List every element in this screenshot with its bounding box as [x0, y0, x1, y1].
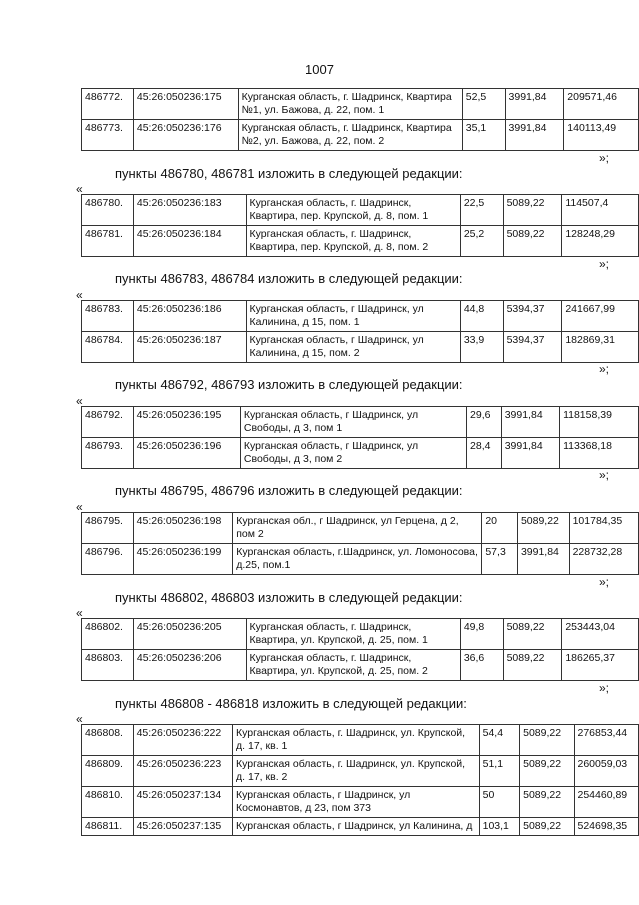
table-row — [82, 301, 639, 332]
rate-cell: 5089,22 — [517, 513, 569, 544]
value-cell: 276853,44 — [574, 725, 639, 756]
table-row — [82, 619, 639, 650]
cadastral-number-cell: 45:26:050236:198 — [133, 513, 233, 544]
registry-table — [81, 512, 639, 575]
closing-quote: »; — [598, 151, 609, 165]
area-cell: 25,2 — [460, 226, 503, 257]
address-cell: Курганская обл., г Шадринск, ул Герцена, д 2, пом 2 — [233, 513, 482, 544]
registry-table — [81, 618, 639, 681]
address-cell: Курганская область, г. Шадринск, Квартира, ул. Крупской, д. 25, пом. 1 — [246, 619, 460, 650]
item-number-cell: 486773. — [82, 120, 134, 151]
table-row — [82, 725, 639, 756]
value-cell: 101784,35 — [569, 513, 638, 544]
cadastral-number-cell: 45:26:050237:134 — [133, 787, 232, 818]
table-row — [82, 756, 639, 787]
registry-table — [81, 724, 639, 836]
closing-quote: »; — [598, 575, 609, 589]
cadastral-number-cell: 45:26:050236:222 — [133, 725, 232, 756]
area-cell: 33,9 — [460, 332, 503, 363]
value-cell: 260059,03 — [574, 756, 639, 787]
cadastral-number-cell: 45:26:050236:196 — [133, 438, 240, 469]
value-cell: 118158,39 — [560, 407, 639, 438]
area-cell: 51,1 — [479, 756, 520, 787]
rate-cell: 5089,22 — [520, 725, 574, 756]
item-number-cell: 486808. — [82, 725, 134, 756]
value-cell: 182869,31 — [562, 332, 639, 363]
item-number-cell: 486796. — [82, 544, 134, 575]
address-cell: Курганская область, г. Шадринск, Квартира, пер. Крупской, д. 8, пом. 2 — [246, 226, 460, 257]
address-cell: Курганская область, г Шадринск, ул Космонавтов, д 23, пом 373 — [233, 787, 480, 818]
item-number-cell: 486802. — [82, 619, 134, 650]
item-number-cell: 486780. — [82, 195, 134, 226]
item-number-cell: 486783. — [82, 301, 134, 332]
table-row — [82, 787, 639, 818]
item-number-cell: 486810. — [82, 787, 134, 818]
rate-cell: 5089,22 — [503, 195, 562, 226]
registry-table — [81, 300, 639, 363]
rate-cell: 3991,84 — [505, 89, 564, 120]
opening-quote: « — [76, 712, 83, 726]
closing-quote: »; — [598, 468, 609, 482]
item-number-cell: 486803. — [82, 650, 134, 681]
section-intro: пункты 486783, 486784 изложить в следующей редакции: — [115, 271, 463, 286]
address-cell: Курганская область, г. Шадринск, ул. Крупской, д. 17, кв. 1 — [233, 725, 480, 756]
table-row — [82, 818, 639, 836]
address-cell: Курганская область, г. Шадринск, Квартира, пер. Крупской, д. 8, пом. 1 — [246, 195, 460, 226]
item-number-cell: 486811. — [82, 818, 134, 836]
item-number-cell: 486793. — [82, 438, 134, 469]
value-cell: 186265,37 — [562, 650, 639, 681]
area-cell: 52,5 — [462, 89, 505, 120]
table-row — [82, 195, 639, 226]
item-number-cell: 486809. — [82, 756, 134, 787]
value-cell: 209571,46 — [564, 89, 639, 120]
table-row — [82, 544, 639, 575]
cadastral-number-cell: 45:26:050236:187 — [133, 332, 246, 363]
rate-cell: 3991,84 — [501, 407, 559, 438]
cadastral-number-cell: 45:26:050236:206 — [133, 650, 246, 681]
table-row — [82, 513, 639, 544]
area-cell: 35,1 — [462, 120, 505, 151]
address-cell: Курганская область, г.Шадринск, ул. Ломоносова, д.25, пом.1 — [233, 544, 482, 575]
area-cell: 57,3 — [482, 544, 518, 575]
rate-cell: 5394,37 — [503, 332, 562, 363]
area-cell: 49,8 — [460, 619, 503, 650]
closing-quote: »; — [598, 257, 609, 271]
table-row — [82, 332, 639, 363]
area-cell: 44,8 — [460, 301, 503, 332]
address-cell: Курганская область, г. Шадринск, Квартира, ул. Крупской, д. 25, пом. 2 — [246, 650, 460, 681]
item-number-cell: 486792. — [82, 407, 134, 438]
address-cell: Курганская область, г Шадринск, ул Свободы, д 3, пом 2 — [240, 438, 466, 469]
opening-quote: « — [76, 394, 83, 408]
area-cell: 103,1 — [479, 818, 520, 836]
cadastral-number-cell: 45:26:050236:199 — [133, 544, 233, 575]
opening-quote: « — [76, 606, 83, 620]
cadastral-number-cell: 45:26:050236:184 — [133, 226, 246, 257]
registry-table — [81, 194, 639, 257]
section-intro: пункты 486795, 486796 изложить в следующей редакции: — [115, 483, 463, 498]
address-cell: Курганская область, г. Шадринск, Квартира №1, ул. Бажова, д. 22, пом. 1 — [238, 89, 462, 120]
table-row — [82, 407, 639, 438]
table-row — [82, 226, 639, 257]
closing-quote: »; — [598, 681, 609, 695]
rate-cell: 5089,22 — [503, 226, 562, 257]
value-cell: 253443,04 — [562, 619, 639, 650]
cadastral-number-cell: 45:26:050236:223 — [133, 756, 232, 787]
section-intro: пункты 486792, 486793 изложить в следующей редакции: — [115, 377, 463, 392]
address-cell: Курганская область, г Шадринск, ул Свободы, д 3, пом 1 — [240, 407, 466, 438]
rate-cell: 5089,22 — [503, 650, 562, 681]
area-cell: 20 — [482, 513, 518, 544]
opening-quote: « — [76, 500, 83, 514]
value-cell: 241667,99 — [562, 301, 639, 332]
area-cell: 29,6 — [467, 407, 502, 438]
cadastral-number-cell: 45:26:050236:183 — [133, 195, 246, 226]
table-row — [82, 120, 639, 151]
registry-table — [81, 88, 639, 151]
address-cell: Курганская область, г Шадринск, ул Калинина, д 15, пом. 1 — [246, 301, 460, 332]
area-cell: 22,5 — [460, 195, 503, 226]
table-row — [82, 89, 639, 120]
area-cell: 54,4 — [479, 725, 520, 756]
value-cell: 140113,49 — [564, 120, 639, 151]
area-cell: 28,4 — [467, 438, 502, 469]
rate-cell: 5394,37 — [503, 301, 562, 332]
rate-cell: 3991,84 — [517, 544, 569, 575]
value-cell: 524698,35 — [574, 818, 639, 836]
rate-cell: 5089,22 — [520, 787, 574, 818]
closing-quote: »; — [598, 362, 609, 376]
cadastral-number-cell: 45:26:050236:186 — [133, 301, 246, 332]
address-cell: Курганская область, г Шадринск, ул Калинина, д — [233, 818, 480, 836]
table-row — [82, 650, 639, 681]
rate-cell: 3991,84 — [501, 438, 559, 469]
address-cell: Курганская область, г Шадринск, ул Калинина, д 15, пом. 2 — [246, 332, 460, 363]
value-cell: 254460,89 — [574, 787, 639, 818]
section-intro: пункты 486780, 486781 изложить в следующей редакции: — [115, 166, 463, 181]
cadastral-number-cell: 45:26:050236:176 — [133, 120, 238, 151]
address-cell: Курганская область, г. Шадринск, Квартира №2, ул. Бажова, д. 22, пом. 2 — [238, 120, 462, 151]
opening-quote: « — [76, 288, 83, 302]
address-cell: Курганская область, г. Шадринск, ул. Крупской, д. 17, кв. 2 — [233, 756, 480, 787]
rate-cell: 5089,22 — [503, 619, 562, 650]
value-cell: 114507,4 — [562, 195, 639, 226]
rate-cell: 5089,22 — [520, 818, 574, 836]
rate-cell: 3991,84 — [505, 120, 564, 151]
value-cell: 113368,18 — [560, 438, 639, 469]
value-cell: 128248,29 — [562, 226, 639, 257]
item-number-cell: 486772. — [82, 89, 134, 120]
cadastral-number-cell: 45:26:050236:195 — [133, 407, 240, 438]
rate-cell: 5089,22 — [520, 756, 574, 787]
page-number: 1007 — [305, 62, 334, 77]
item-number-cell: 486784. — [82, 332, 134, 363]
cadastral-number-cell: 45:26:050237:135 — [133, 818, 232, 836]
table-row — [82, 438, 639, 469]
item-number-cell: 486795. — [82, 513, 134, 544]
section-intro: пункты 486802, 486803 изложить в следующей редакции: — [115, 590, 463, 605]
area-cell: 36,6 — [460, 650, 503, 681]
section-intro: пункты 486808 - 486818 изложить в следующей редакции: — [115, 696, 467, 711]
item-number-cell: 486781. — [82, 226, 134, 257]
value-cell: 228732,28 — [569, 544, 638, 575]
area-cell: 50 — [479, 787, 520, 818]
cadastral-number-cell: 45:26:050236:175 — [133, 89, 238, 120]
cadastral-number-cell: 45:26:050236:205 — [133, 619, 246, 650]
opening-quote: « — [76, 182, 83, 196]
registry-table — [81, 406, 639, 469]
